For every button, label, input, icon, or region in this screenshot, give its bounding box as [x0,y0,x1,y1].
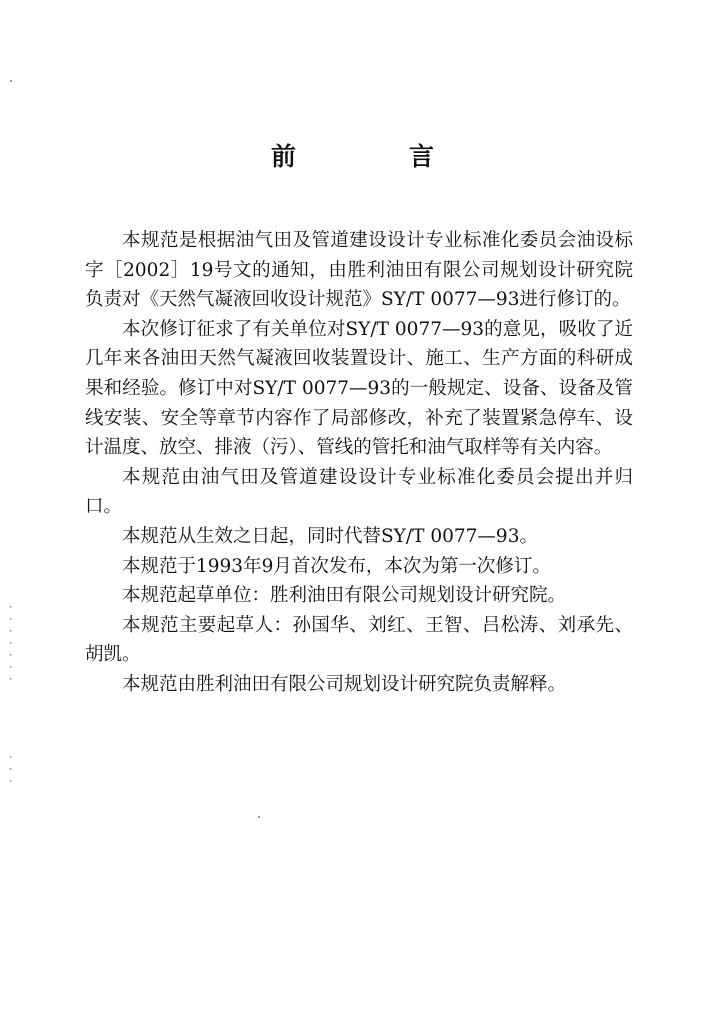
paragraph-revision-basis: 本规范是根据油气田及管道建设设计专业标准化委员会油设标字［2002］19号文的通知，由胜利油田有限公司规划设计研究院负责对《天然气凝液回收设计规范》SY/T 0077—93进行修订的。 [85,230,633,311]
paragraph-interpretation: 本规范由胜利油田有限公司规划设计研究院负责解释。 [122,673,567,695]
scan-speck [258,816,260,818]
paragraph-revision-content: 本次修订征求了有关单位对SY/T 0077—93的意见，吸收了近几年来各油田天然气凝液回收装置设计、施工、生产方面的科研成果和经验。修订中对SY/T 0077—93的一般规定、设备、设备及管线安装、安全等章节内容作了局部修改，补充了装置紧急停车、设计温度、放空、排液（污）、管线的管托和油气取样等有关内容。 [85,318,633,459]
paragraph-drafters: 本规范主要起草人：孙国华、刘红、王智、吕松涛、刘承先、胡凯。 [85,614,633,666]
paragraph-effective-date: 本规范从生效之日起，同时代替SY/T 0077—93。 [122,525,538,547]
document-body [85,226,633,700]
margin-binding-dots: · · · · · · · [8,603,14,685]
paragraph-first-issue: 本规范于1993年9月首次发布，本次为第一次修订。 [122,555,551,577]
page-title: 前 言 [270,142,478,171]
margin-binding-dots: · · · [8,753,14,787]
scan-speck [10,80,12,82]
paragraph-drafting-unit: 本规范起草单位：胜利油田有限公司规划设计研究院。 [122,585,567,607]
paragraph-proposer: 本规范由油气田及管道建设设计专业标准化委员会提出并归口。 [85,466,633,518]
